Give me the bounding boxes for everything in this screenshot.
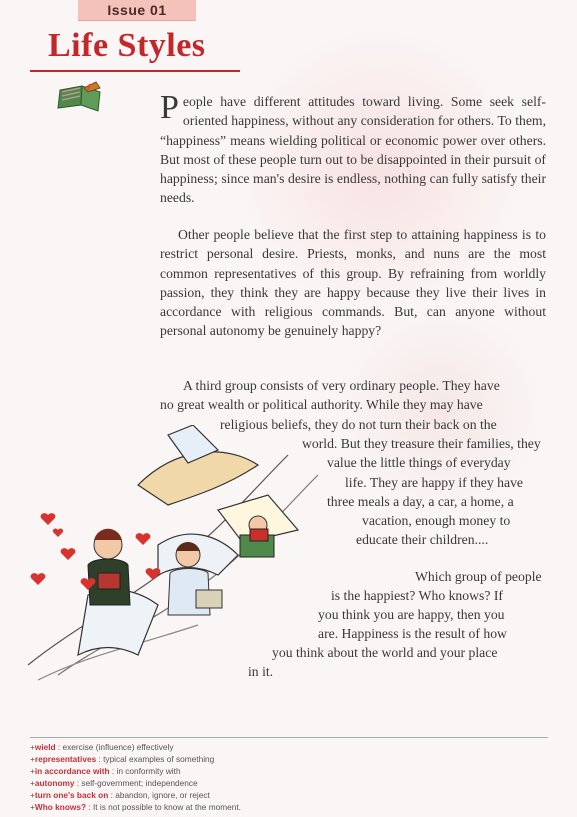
- issue-label: Issue 01: [78, 0, 196, 21]
- glossary-marker: +: [30, 742, 35, 752]
- glossary-term: autonomy: [34, 778, 75, 788]
- glossary-marker: +: [30, 790, 35, 800]
- glossary-marker: +: [30, 778, 35, 788]
- paragraph-2: Other people believe that the first step to attaining happiness is to restrict personal desire. Priests, monks, and nuns are the most common representatives of this group. By refraining from worldly passion, they think they are happy because they live their lives in accordance with religious commands. But, can anyone without personal autonomy be genuinely happy?: [160, 227, 546, 339]
- text-line: life. They are happy if they have: [345, 475, 523, 490]
- text-line: are. Happiness is the result of how: [318, 626, 507, 641]
- text-line: value the little things of everyday: [327, 455, 511, 470]
- glossary-item: [30, 790, 210, 800]
- glossary-definition: : exercise (influence) effectively: [55, 742, 174, 752]
- paragraph-1: People have different attitudes toward living. Some seek self-oriented happiness, without any consideration for others. To them, “happiness” means wielding political or economic power over others. But most of these people turn out to be disappointed in their pursuit of happiness; since man's desire is endless, nothing can fully satisfy their needs.: [160, 89, 546, 206]
- glossary-marker: +: [30, 766, 35, 776]
- text-line: no great wealth or political authority. While they may have: [160, 397, 483, 412]
- glossary-item: [30, 778, 198, 788]
- text-line: you think you are happy, then you: [318, 607, 505, 622]
- footer-divider: [30, 737, 548, 738]
- glossary-term: wield: [34, 742, 56, 752]
- glossary-marker: +: [30, 754, 35, 764]
- text-line: world. But they treasure their families, they: [302, 436, 541, 451]
- title-divider: [30, 70, 240, 72]
- glossary-marker: +: [30, 802, 35, 812]
- glossary-item: [30, 742, 174, 752]
- page-title: Life Styles: [48, 27, 206, 64]
- glossary-item: [30, 754, 214, 764]
- text-line: A third group consists of very ordinary people. They have: [183, 378, 500, 393]
- text-line: is the happiest? Who knows? If: [331, 588, 503, 603]
- glossary-definition: : in conformity with: [109, 766, 181, 776]
- people-illustration: [18, 425, 338, 690]
- text-line: in it.: [248, 664, 274, 679]
- glossary-term: representatives: [34, 754, 97, 764]
- glossary-term: Who knows?: [34, 802, 87, 812]
- glossary-definition: : typical examples of something: [96, 754, 215, 764]
- text-line: religious beliefs, they do not turn their back on the: [220, 417, 497, 432]
- glossary-item: [30, 766, 181, 776]
- text-line: Which group of people: [415, 569, 542, 584]
- glossary-term: turn one's back on: [34, 790, 109, 800]
- text-line: educate their children....: [356, 532, 489, 547]
- glossary-definition: : self-government; independence: [74, 778, 198, 788]
- book-icon: [54, 78, 106, 120]
- text-line: you think about the world and your place: [272, 645, 498, 660]
- text-line: vacation, enough money to: [362, 513, 511, 528]
- glossary-item: [30, 802, 241, 812]
- glossary-definition: : It is not possible to know at the moment.: [86, 802, 241, 812]
- text-line: three meals a day, a car, a home, a: [327, 494, 514, 509]
- glossary-term: in accordance with: [34, 766, 110, 776]
- glossary-definition: : abandon, ignore, or reject: [108, 790, 210, 800]
